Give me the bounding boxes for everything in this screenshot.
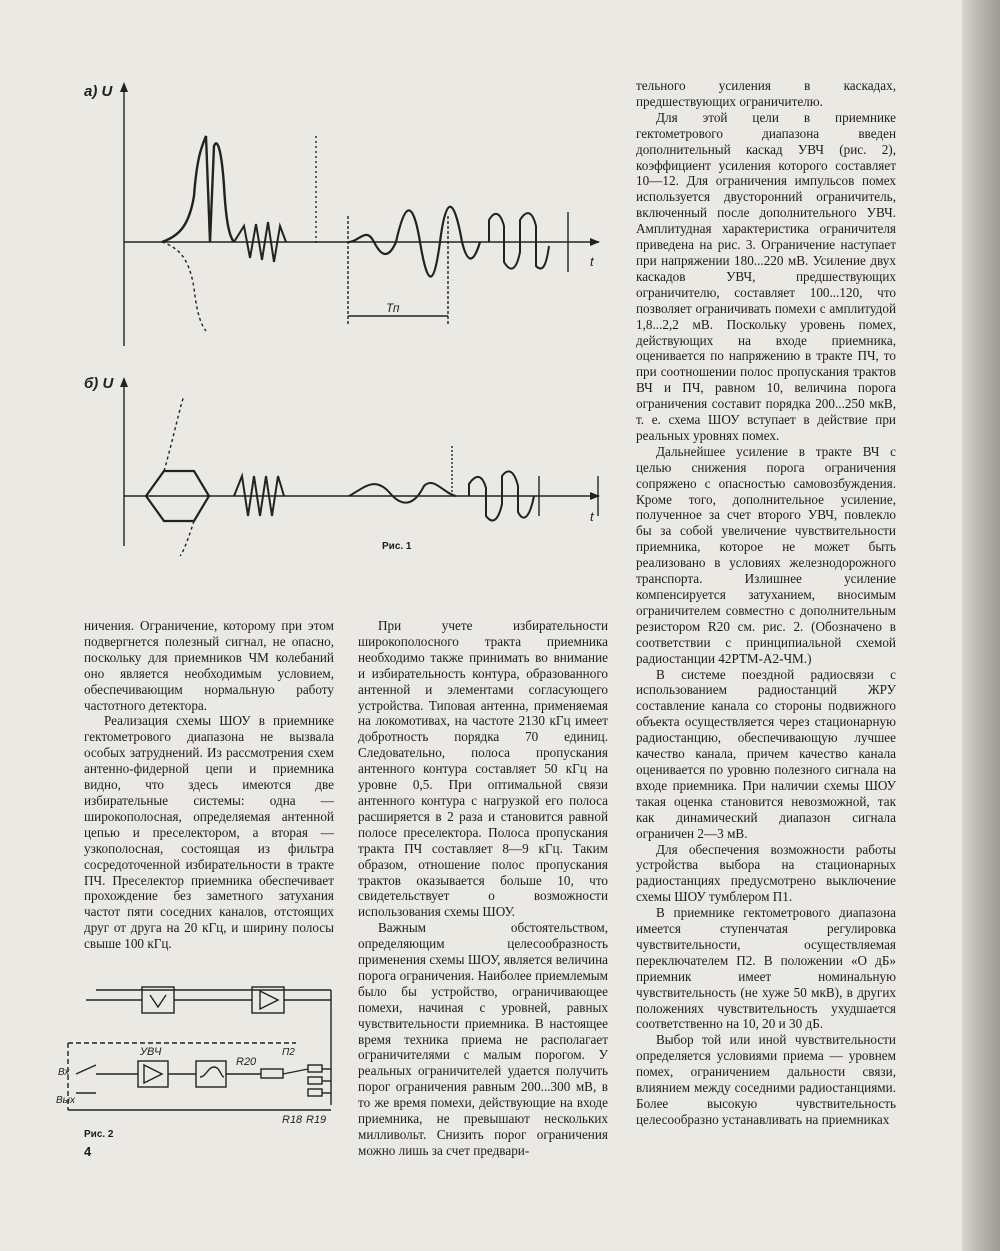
page-number: 4 [84,1144,92,1159]
paragraph: В системе поездной радиосвязи с использованием радиостанций ЖРУ составление канала со стороны подвижного объекта осуществляется через стационарную радиостанцию, обеспечивающую лучшее качество канала, причем качество канала оценивается по уровню полезного сигнала на входе приемника. При наличии схемы ШОУ такая оценка становится невозможной, так как динамический диапазон сигнала ограничен 2—3 мВ. [636,666,896,841]
label-in: Вх [58,1067,70,1078]
figure-2-schematic [56,965,346,1125]
paragraph: Дальнейшее усиление в тракте ВЧ с целью снижения порога ограничения сопряжено с опасностью самовозбуждения. Кроме того, дополнительное усиление, полученное за счет второго УВЧ, повлекло бы за собой увеличение чувствительности приемника, которое не может быть реализовано в условиях железнодорожного транспорта. Излишнее усиление компенсируется затуханием, вносимым ограничителем совместно с дополнительным резистором R20 см. рис. 2. (Обозначено в соответствии с принципиальной схемой радиостанции 42РТМ-А2-ЧМ.) [636,443,896,666]
label-p2: П2 [282,1047,295,1058]
panel-b-label: б) U [84,375,114,392]
paragraph: ничения. Ограничение, которому при этом подвергнется полезный сигнал, не опасно, поскольку для приемников ЧМ колебаний оно является необходимым условием, обеспечивающим нормальную работу частотного детектора. [84,618,334,713]
period-label: Тп [386,301,400,315]
paragraph: В приемнике гектометрового диапазона имеется ступенчатая регулировка чувствительности, осуществляемая переключателем П2. В положении «О дБ» приемник имеет номинальную чувствительность (не хуже 50 мкВ), в других положениях чувствительность ухудшается соответственно на 10, 20 и 30 дБ. [636,905,896,1032]
paragraph: При учете избирательности широкополосного тракта приемника необходимо также принимать во внимание и избирательность контура, образованного антенной и элементами согласующего устройства. Типовая антенна, применяемая на локомотивах, на частоте 2130 кГц имеет добротность порядка 70 единиц. Следовательно, полоса пропускания антенного контура составляет 50 кГц на уровне 0,5. При оптимальной связи антенного контура с нагрузкой его полоса расширяется в 2 раза и становится равной полосе преселектора. Полоса пропускания тракта ПЧ составляет 8—9 кГц. Таким образом, отношение полос пропускания трактов оказывается больше 10, что свидетельствует о возможности использования схемы ШОУ. [358,618,608,920]
figure-2-caption: Рис. 2 [84,1129,114,1140]
paragraph: Выбор той или иной чувствительности определяется условиями приема — уровнем помех, ограничением дальности связи, влиянием между соседними радиостанциями. Более высокую чувствительность целесообразно устанавливать на приемниках [636,1032,896,1127]
label-out: Вых [56,1095,76,1106]
paragraph: Реализация схемы ШОУ в приемнике гектометрового диапазона не вызвала особых затруднений. Из рассмотрения схем антенно-фидерной цепи и приемника видно, что здесь имеются две избирательные системы: одна — широкополосная, определяемая антенной цепью и преселектором, а вторая — узкополосная, состоящая из фильтра сосредоточенной избирательности в тракте ПЧ. Преселектор приемника обеспечивает прохождение без заметного затухания частот пяти соседних каналов, отстоящих друг от друга на 20 кГц, и ширину полосы свыше 100 кГц. [84,713,334,952]
figure-1-waveforms [84,76,604,556]
page-edge-shadow [962,0,1000,1251]
paragraph: Важным обстоятельством, определяющим целесообразность применения схемы ШОУ, является величина порога ограничения. Наиболее приемлемым было бы устройство, ограничивающее помехи, начиная с уровней, равных чувствительности приемника. В настоящее время техника приема не располагает ограничителями с малым порогом. У реальных ограничителей удается получить порог ограничения равным 200...300 мВ, в то же время помехи, действующие на входе приемника, не превышают нескольких милливольт. Снизить порог ограничения можно лишь за счет предвари- [358,920,608,1158]
time-axis-label-b: t [590,509,594,524]
time-axis-label-a: t [590,254,594,269]
label-r18: R18 [282,1114,303,1125]
figure-1-caption: Рис. 1 [382,541,412,552]
paragraph: тельного усиления в каскадах, предшествующих ограничителю. [636,78,896,109]
text-column-right [636,78,896,1128]
label-r19: R19 [306,1114,327,1125]
paragraph: Для обеспечения возможности работы устройства выбора на стационарных радиостанциях предусмотрено выключение схемы ШОУ тумблером П1. [636,841,896,905]
label-r20: R20 [236,1056,257,1068]
text-column-left [84,618,334,952]
panel-a-label: а) U [84,83,113,100]
label-uvch: УВЧ [140,1046,162,1058]
paragraph: Для этой цели в приемнике гектометрового диапазона введен дополнительный каскад УВЧ (рис. 2), коэффициент усиления которого составляет 10—12. Для ограничения импульсов помех используется двусторонний ограничитель, включенный после дополнительного УВЧ. Амплитудная характеристика ограничителя приведена на рис. 3. Ограничение наступает при напряжении 180...220 мВ. Усиление двух каскадов УВЧ, предшествующих ограничителю, составляет 100...120, что позволяет ограничивать помехи с амплитудой 1,8...2,2 мВ. Поскольку уровень помех, действующих на входе приемника, оценивается по напряжению в тракте ПЧ, то при соотношении полос пропускания трактов ВЧ и ПЧ, равном 10, величина порога ограничения составит порядка 200...250 мкВ, т. е. схема ШОУ вступает в действие при реальных уровнях помех. [636,109,896,443]
text-column-middle [358,618,608,1159]
